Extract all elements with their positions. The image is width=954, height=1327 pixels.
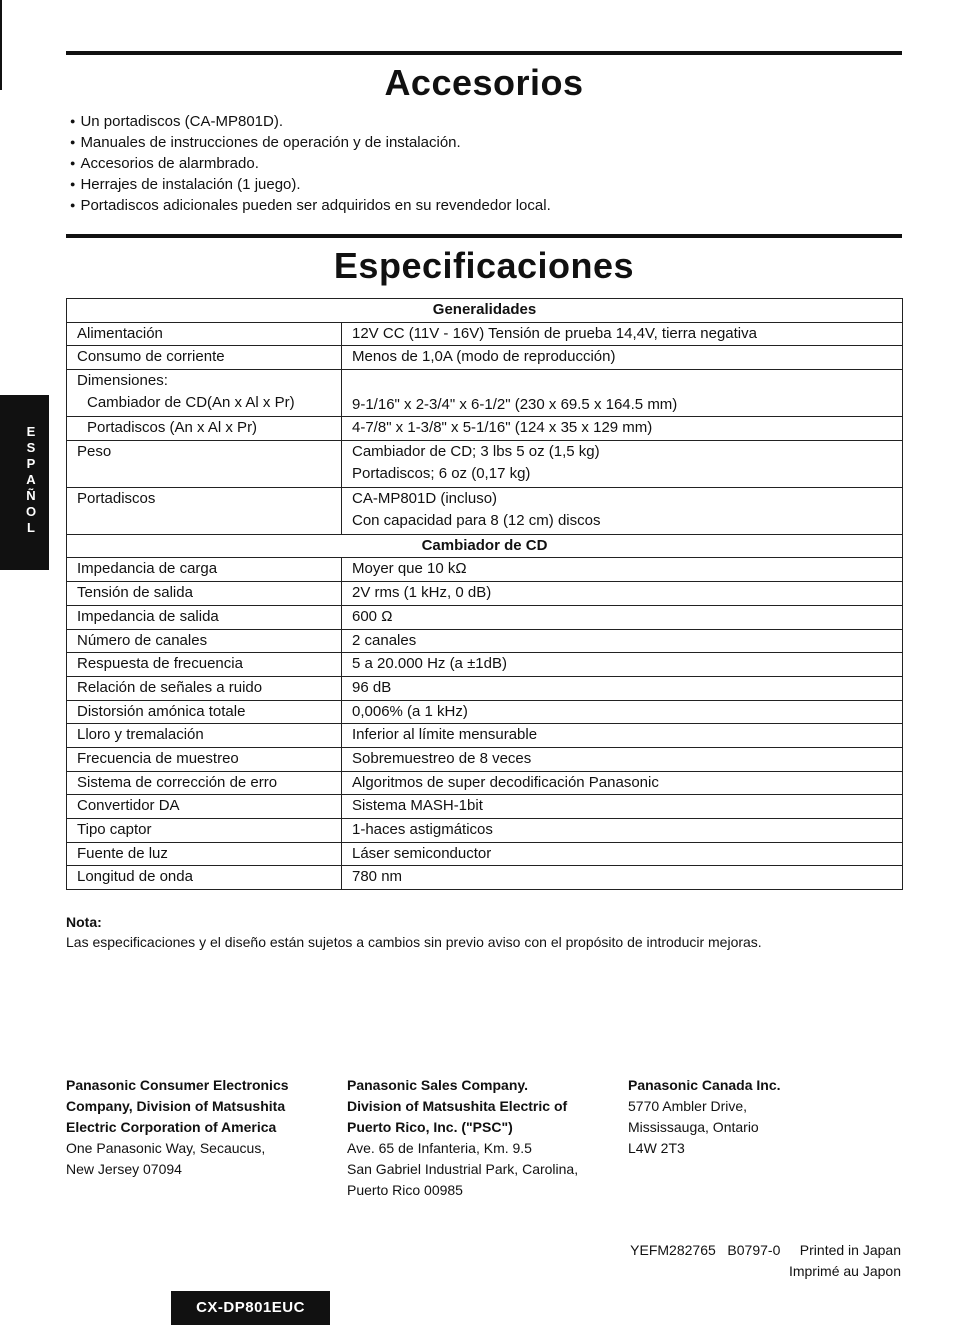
spec-value: 12V CC (11V - 16V) Tensión de prueba 14,4V, tierra negativa (342, 322, 903, 346)
address-line: Ave. 65 de Infanteria, Km. 9.5 (347, 1140, 532, 1156)
document-code (630, 1240, 901, 1282)
table-row (67, 346, 903, 370)
top-rule (66, 51, 902, 55)
address-line: Mississauga, Ontario (628, 1119, 759, 1135)
spec-label: Lloro y tremalación (67, 724, 342, 748)
portadiscos-capacity: Con capacidad para 8 (12 cm) discos (352, 511, 601, 529)
dimensiones-label: Dimensiones: (77, 372, 168, 390)
table-row (67, 724, 903, 748)
table-row (67, 747, 903, 771)
spec-value: 9-1/16" x 2-3/4" x 6-1/2" (230 x 69.5 x 164.5 mm) (342, 370, 903, 417)
address-line: Panasonic Canada Inc. (628, 1077, 781, 1093)
table-row (67, 842, 903, 866)
page-edge-mark (0, 0, 2, 90)
sidebar-letter: E (26, 424, 36, 439)
sidebar-letter: O (25, 504, 37, 519)
language-tab-espanol (0, 395, 49, 570)
table-row (67, 605, 903, 629)
address-line: Company, Division of Matsushita (66, 1098, 286, 1114)
table-row (67, 417, 903, 441)
spec-value (342, 487, 903, 534)
table-row (67, 819, 903, 843)
address-canada (628, 1075, 781, 1159)
nota-title: Nota: (66, 914, 102, 930)
mid-rule (66, 234, 902, 238)
address-line: Panasonic Consumer Electronics (66, 1077, 289, 1093)
spec-value: Sistema MASH-1bit (342, 795, 903, 819)
spec-value: 1-haces astigmáticos (342, 819, 903, 843)
spec-value: 0,006% (a 1 kHz) (342, 700, 903, 724)
spec-value (342, 440, 903, 487)
table-row (67, 676, 903, 700)
spec-label: Distorsión amónica totale (67, 700, 342, 724)
spec-label: Portadiscos (67, 487, 342, 534)
address-line: One Panasonic Way, Secaucus, (66, 1140, 266, 1156)
model-number-badge: CX-DP801EUC (171, 1291, 330, 1325)
spec-table (66, 298, 903, 890)
spec-value: Algoritmos de super decodificación Panasonic (342, 771, 903, 795)
sidebar-letter: A (26, 472, 36, 487)
portadiscos-dim-label: Portadiscos (An x Al x Pr) (87, 419, 258, 437)
spec-label: Respuesta de frecuencia (67, 653, 342, 677)
spec-value: 96 dB (342, 676, 903, 700)
spec-label: Número de canales (67, 629, 342, 653)
sidebar-letter: S (26, 440, 36, 455)
table-row (67, 558, 903, 582)
spec-label: Frecuencia de muestreo (67, 747, 342, 771)
table-row (67, 653, 903, 677)
table-row (67, 771, 903, 795)
table-row (67, 322, 903, 346)
spec-value: 780 nm (342, 866, 903, 890)
sidebar-letter: P (26, 456, 36, 471)
portadiscos-model: CA-MP801D (incluso) (352, 489, 498, 507)
table-row (67, 534, 903, 558)
table-row (67, 582, 903, 606)
list-item: ● Herrajes de instalación (1 juego). (70, 175, 551, 196)
spec-label: Impedancia de salida (67, 605, 342, 629)
address-puerto-rico (347, 1075, 578, 1201)
code-line: YEFM282765 B0797-0 Printed in Japan (630, 1242, 901, 1258)
spec-label: Tensión de salida (67, 582, 342, 606)
address-line: L4W 2T3 (628, 1140, 685, 1156)
sidebar-letter: Ñ (26, 488, 36, 503)
list-item: ● Un portadiscos (CA-MP801D). (70, 112, 551, 133)
address-line: Panasonic Sales Company. (347, 1077, 529, 1093)
address-line: New Jersey 07094 (66, 1161, 182, 1177)
spec-label: Relación de señales a ruido (67, 676, 342, 700)
spec-label: Fuente de luz (67, 842, 342, 866)
spec-label: Sistema de corrección de erro (67, 771, 342, 795)
table-row (67, 299, 903, 323)
imprime-line: Imprimé au Japon (788, 1263, 901, 1279)
especificaciones-title: Especificaciones (333, 245, 635, 286)
cambiador-header: Cambiador de CD (67, 534, 903, 558)
table-row (67, 795, 903, 819)
spec-value: 2 canales (342, 629, 903, 653)
spec-value: Inferior al límite mensurable (342, 724, 903, 748)
spec-label (67, 417, 342, 441)
list-item: ● Manuales de instrucciones de operación y de instalación. (70, 133, 551, 154)
nota-text: Las especificaciones y el diseño están sujetos a cambios sin previo aviso con el propósito de introducir mejoras. (66, 934, 762, 950)
list-item: ● Accesorios de alarmbrado. (70, 154, 551, 175)
spec-label (67, 370, 342, 417)
table-row (67, 440, 903, 487)
spec-label: Convertidor DA (67, 795, 342, 819)
spec-value: Menos de 1,0A (modo de reproducción) (342, 346, 903, 370)
spec-value: Sobremuestreo de 8 veces (342, 747, 903, 771)
cambiador-dim-label: Cambiador de CD(An x Al x Pr) (87, 394, 295, 412)
spec-label: Longitud de onda (67, 866, 342, 890)
table-row (67, 629, 903, 653)
spec-value: 600 Ω (342, 605, 903, 629)
spec-label: Consumo de corriente (67, 346, 342, 370)
address-line: Division of Matsushita Electric of (347, 1098, 568, 1114)
spec-value: 5 a 20.000 Hz (a ±1dB) (342, 653, 903, 677)
address-line: 5770 Ambler Drive, (628, 1098, 748, 1114)
address-usa (66, 1075, 289, 1180)
list-item: ● Portadiscos adicionales pueden ser adquiridos en su revendedor local. (70, 196, 551, 217)
address-line: Puerto Rico, Inc. ("PSC") (347, 1119, 513, 1135)
spec-label: Alimentación (67, 322, 342, 346)
table-row (67, 370, 903, 417)
peso-cambiador: Cambiador de CD; 3 lbs 5 oz (1,5 kg) (352, 442, 600, 460)
spec-value: Moyer que 10 kΩ (342, 558, 903, 582)
spec-value: 4-7/8" x 1-3/8" x 5-1/16" (124 x 35 x 129 mm) (342, 417, 903, 441)
peso-portadiscos: Portadiscos; 6 oz (0,17 kg) (352, 464, 531, 482)
table-row (67, 866, 903, 890)
table-row (67, 487, 903, 534)
spec-label: Peso (67, 440, 342, 487)
accesorios-list (70, 112, 551, 217)
spec-label: Tipo captor (67, 819, 342, 843)
address-line: Electric Corporation of America (66, 1119, 277, 1135)
sidebar-letter: L (27, 520, 35, 535)
spec-value: Láser semiconductor (342, 842, 903, 866)
address-line: Puerto Rico 00985 (347, 1182, 463, 1198)
spec-value: 2V rms (1 kHz, 0 dB) (342, 582, 903, 606)
table-row (67, 700, 903, 724)
spec-label: Impedancia de carga (67, 558, 342, 582)
accesorios-title: Accesorios (384, 62, 584, 103)
generalidades-header: Generalidades (67, 299, 903, 323)
address-line: San Gabriel Industrial Park, Carolina, (347, 1161, 579, 1177)
